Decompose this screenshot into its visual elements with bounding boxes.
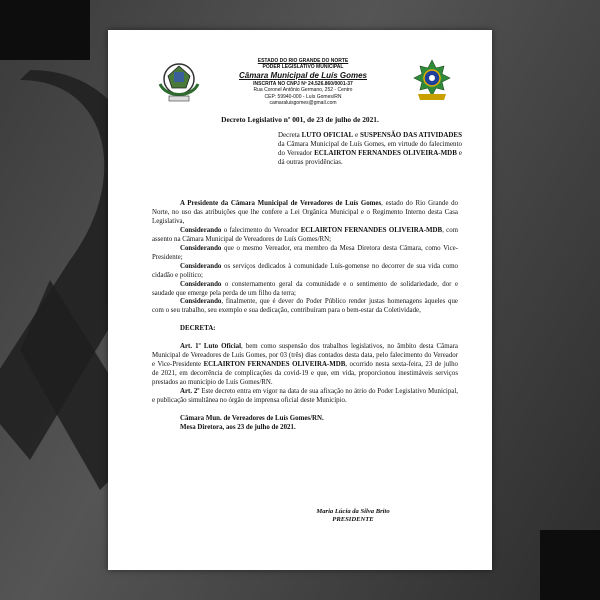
consideration-lead: Considerando (180, 280, 222, 288)
brazil-coat-of-arms-icon (410, 58, 454, 104)
closing-line-2 (152, 424, 458, 433)
consideration (152, 281, 458, 299)
summary-bold: SUSPENSÃO DAS ATIVIDADES (359, 131, 462, 139)
cep-line: CEP: 59940-000 - Luís Gomes/RN (264, 93, 342, 100)
closing-text: Mesa Diretora, aos 23 de julho de 2021. (180, 423, 296, 431)
consideration-text: , com assento na Câmara Municipal de Vereadores de Luís Gomes/RN; (152, 226, 459, 243)
address-line: Rua Coronel Antônio Germano, 252 - Centro (253, 87, 353, 94)
decreta-heading (152, 325, 458, 334)
decree-body (152, 200, 458, 433)
decreta-label: DECRETA: (180, 325, 216, 333)
summary-text: da Câmara Municipal de Luís Gomes, em virtude do falecimento do Vereador (278, 140, 462, 157)
article-2-lead: Art. 2º (180, 388, 200, 396)
article-1-text: , bem como suspensão dos trabalhos legislativos, no âmbito desta Câmara Municipal de Vereadores de Luís Gomes, por 03 (três) dias contados desta data, pelo falecimento do Vereador e Vice-Presidente (152, 343, 458, 369)
corner-block-bottom-right (540, 530, 600, 600)
summary-text: Decreta (278, 131, 302, 139)
summary-text: e dá outras providências. (278, 149, 463, 166)
signature-block (278, 508, 428, 525)
article-1 (152, 343, 458, 388)
consideration (152, 263, 458, 281)
decree-title: Decreto Legislativo nº 001, de 23 de julho de 2021. (221, 115, 379, 124)
article-1-bold: ECLAIRTON FERNANDES OLIVEIRA-MDB (203, 361, 346, 369)
decree-summary (278, 131, 462, 167)
branch-line: PODER LEGISLATIVO MUNICIPAL (262, 64, 344, 71)
summary-bold: LUTO OFICIAL (301, 131, 354, 139)
email-line: camaraluisgomes@gmail.com (269, 100, 337, 107)
summary-text: e (353, 131, 360, 139)
consideration-lead: Considerando (180, 262, 222, 270)
consideration-text: que o mesmo Vereador, era membro da Mesa Diretora desta Câmara, como Vice-Presidente; (152, 244, 458, 261)
preamble-bold: A Presidente da Câmara Municipal de Vereadores de Luís Gomes (180, 200, 382, 207)
summary-bold: ECLAIRTON FERNANDES OLIVEIRA-MDB (314, 149, 457, 157)
consideration-bold: ECLAIRTON FERNANDES OLIVEIRA-MDB (300, 226, 443, 234)
cnpj-line: INSCRITA NO CNPJ Nº 24.526.860/0001-37 (253, 80, 353, 87)
chamber-name: Câmara Municipal de Luís Gomes (238, 70, 368, 80)
decree-document (108, 30, 492, 570)
article-2 (152, 388, 458, 406)
article-1-lead: Art. 1º Luto Oficial (180, 343, 242, 351)
letterhead-text (218, 58, 388, 106)
preamble-text: , estado do Rio Grande do Norte, no uso das atribuições que lhe confere a Lei Orgânica Municipal e o Regimento Interno desta Casa Legislativa, (152, 200, 458, 225)
corner-block-top-left (0, 0, 90, 60)
signer-name: Maria Lúcia da Silva Brito (316, 508, 390, 515)
consideration (152, 245, 458, 263)
consideration-text: o consternamento geral da comunidade e o sentimento de solidariedade, dor e saudade que emerge pela perda de um filho da terra; (152, 280, 458, 297)
consideration-text: os serviços dedicados à comunidade Luís-gomense no decorrer de sua vida como cidadão e político; (152, 262, 458, 279)
article-1-text: , ocorrido nesta sexta-feira, 23 de julho de 2021, em decorrência de complicações da covid-19 e que, em vida, proporcionou inestimáveis serviços prestados ao município de Luís Gomes/RN. (152, 361, 458, 387)
consideration (152, 227, 458, 245)
city-coat-of-arms-icon (156, 58, 202, 104)
consideration-lead: Considerando (180, 226, 222, 234)
letterhead (148, 58, 458, 142)
preamble (152, 200, 458, 227)
consideration-lead: Considerando (180, 298, 222, 306)
article-2-text: Este decreto entra em vigor na data de sua afixação no átrio do Poder Legislativo Municipal, e publicação simultânea no órgão de imprensa oficial deste Município. (152, 388, 458, 405)
closing-text: Câmara Mun. de Vereadores de Luís Gomes/RN. (180, 415, 324, 423)
consideration-text: , finalmente, que é dever do Poder Público render justas homenagens àqueles que com o seu trabalho, seu exemplo e sua dedicação, contribuíram para o bem-estar da Coletividade, (152, 298, 458, 315)
signer-role: PRESIDENTE (332, 516, 374, 524)
state-line: ESTADO DO RIO GRANDE DO NORTE (257, 58, 349, 64)
consideration (152, 298, 458, 316)
closing-line-1 (152, 415, 458, 424)
consideration-text: o falecimento do Vereador (221, 226, 301, 234)
consideration-lead: Considerando (180, 244, 222, 252)
